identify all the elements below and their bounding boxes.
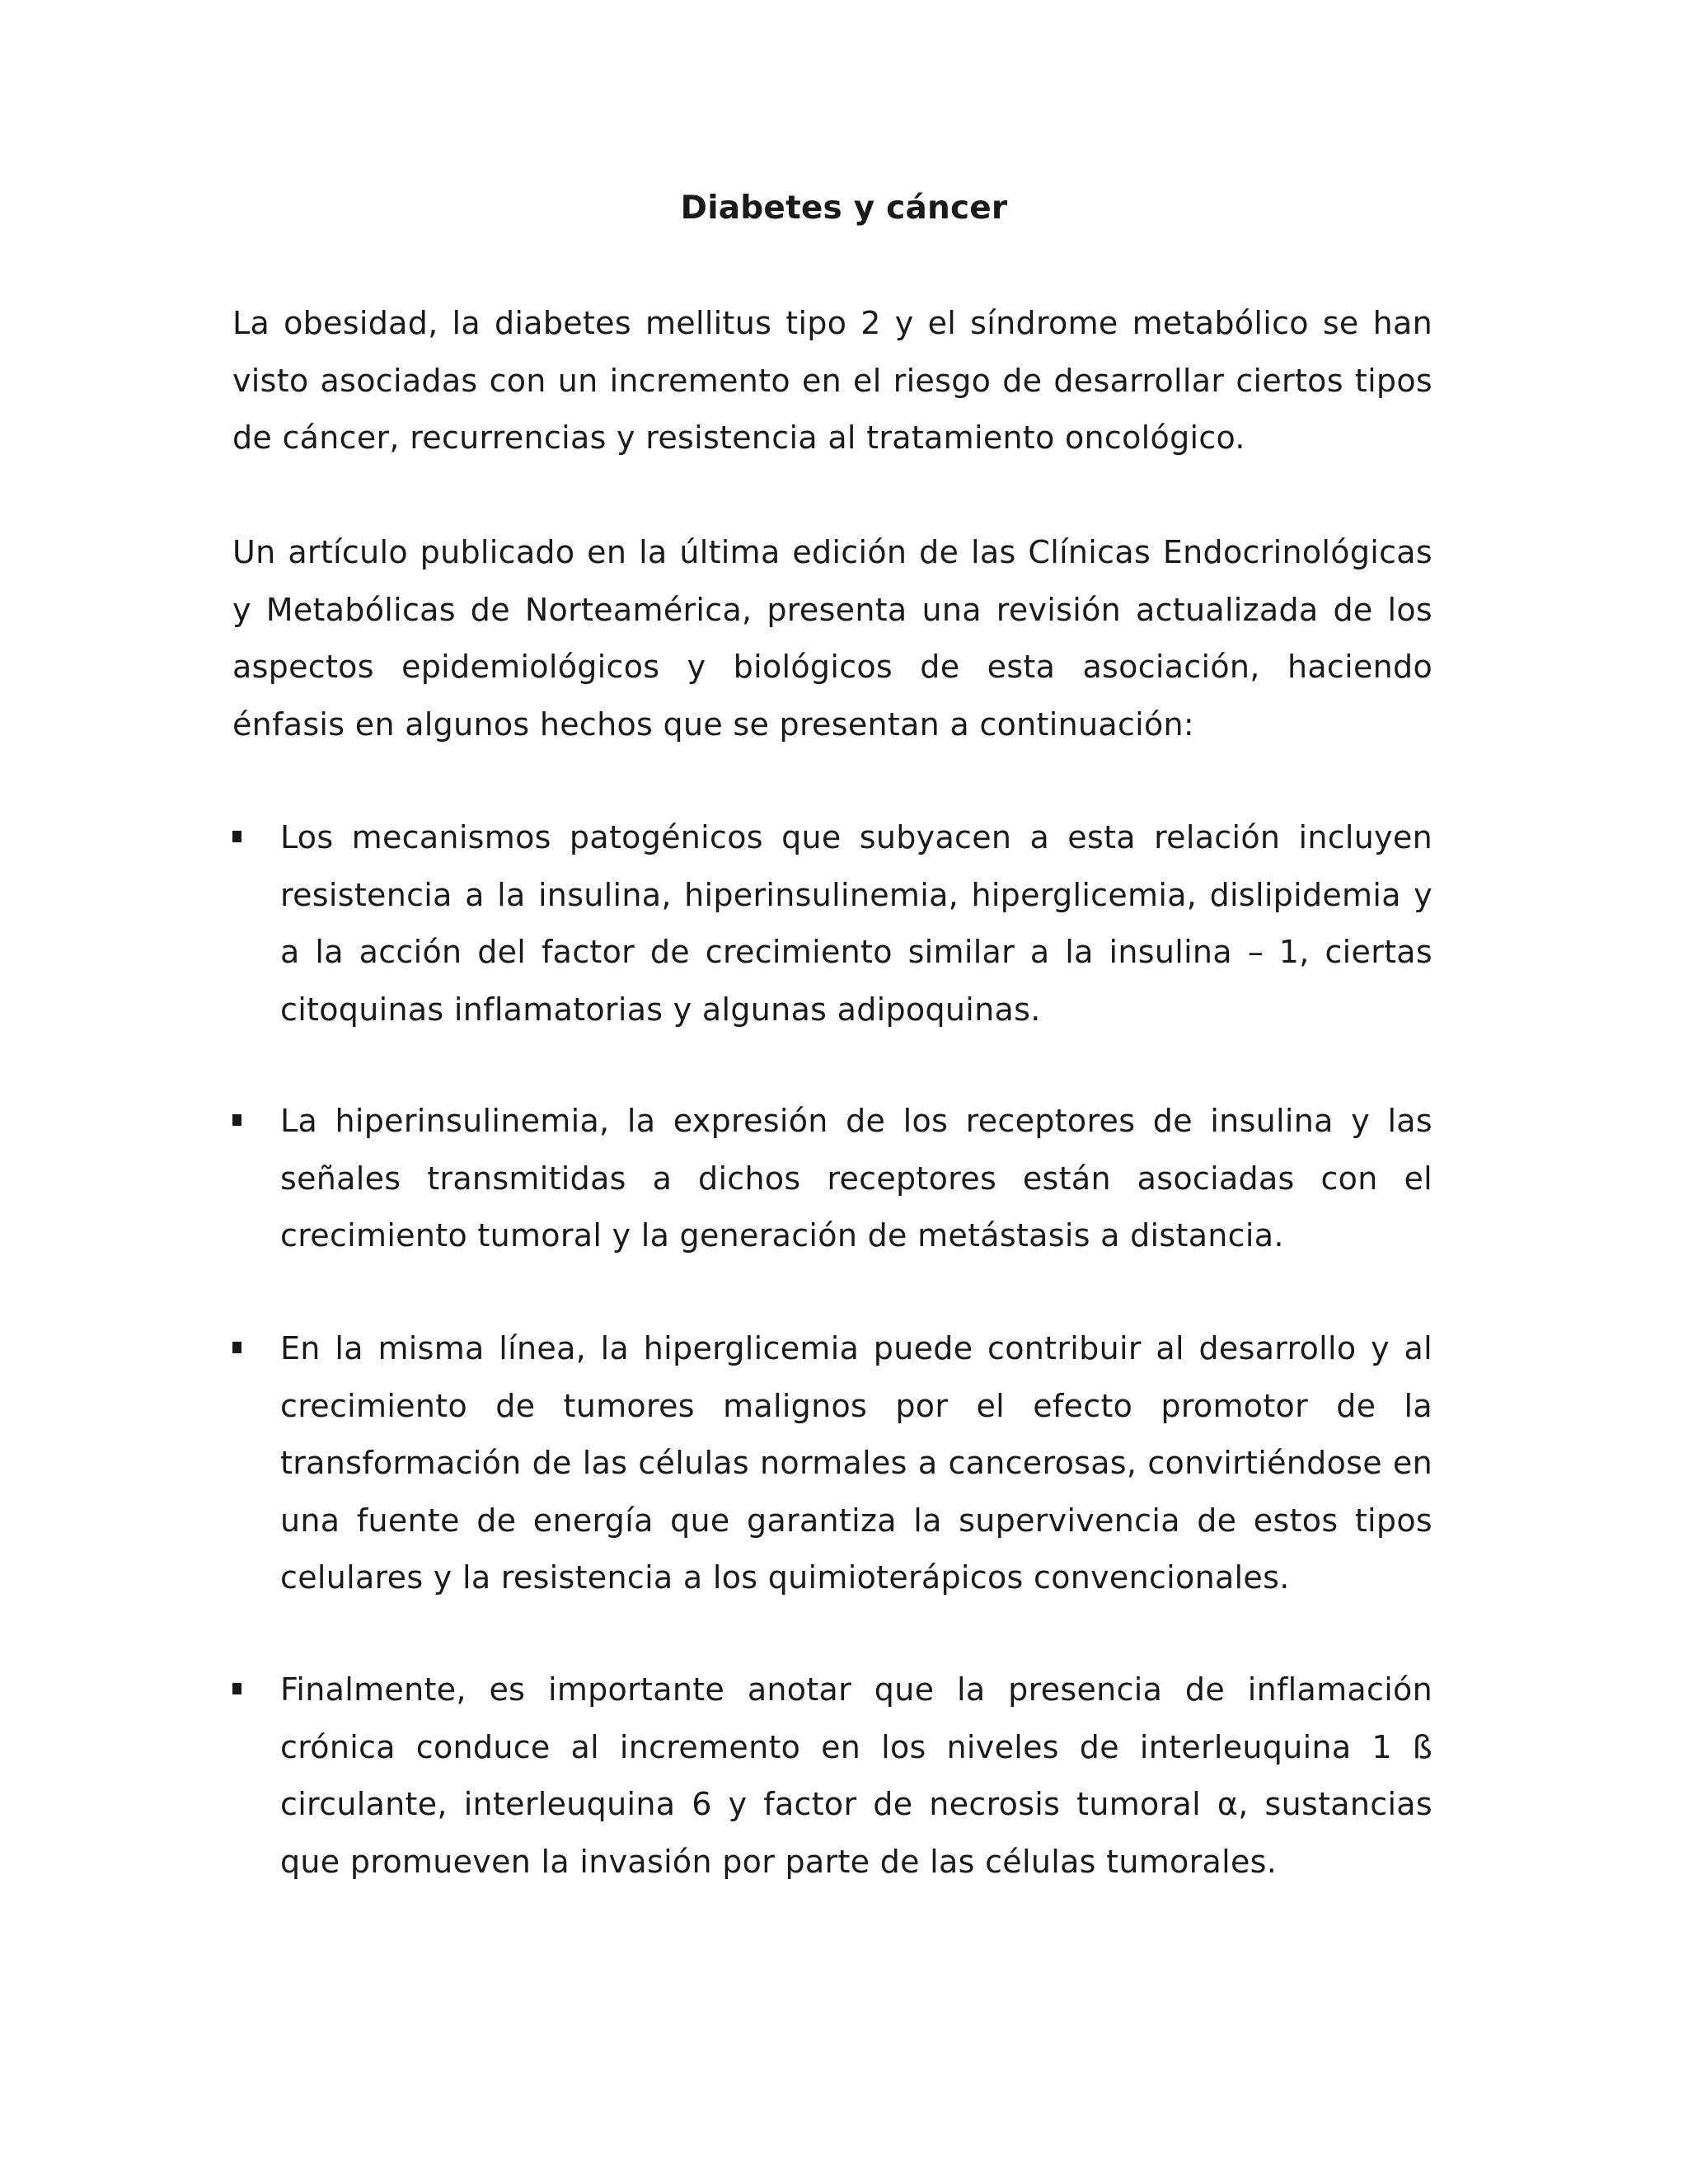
square-bullet-icon (232, 831, 241, 842)
bullet-text: En la misma línea, la hiperglicemia puede contribuir al desarrollo y al crecimiento de tumores malignos por el efecto promotor de la transformación de las células normales a cancerosas, convirtiéndose en una fuente de energía que garantiza la supervivencia de estos tipos celulares y la resistencia a los quimioterápicos convencionales. (280, 1330, 1432, 1596)
square-bullet-icon (232, 1683, 241, 1694)
paragraph-intro: La obesidad, la diabetes mellitus tipo 2 y el síndrome metabólico se han visto asociadas con un incremento en el riesgo de desarrollar ciertos tipos de cáncer, recurrencias y resistencia al tratamiento oncológico. (232, 305, 1432, 456)
square-bullet-icon (232, 1342, 241, 1353)
square-bullet-icon (232, 1114, 241, 1126)
paragraph-article: Un artículo publicado en la última edición de las Clínicas Endocrinológicas y Metabólicas de Norteamérica, presenta una revisión actualizada de los aspectos epidemiológicos y biológicos de esta asociación, haciendo énfasis en algunos hechos que se presentan a continuación: (232, 534, 1432, 743)
document-title: Diabetes y cáncer (680, 190, 1008, 227)
bullet-text: La hiperinsulinemia, la expresión de los receptores de insulina y las señales transmitidas a dichos receptores están asociadas con el crecimiento tumoral y la generación de metástasis a distancia. (280, 1103, 1432, 1254)
bullet-text: Los mecanismos patogénicos que subyacen a esta relación incluyen resistencia a la insulina, hiperinsulinemia, hiperglicemia, dislipidemia y a la acción del factor de crecimiento similar a la insulina – 1, ciertas citoquinas inflamatorias y algunas adipoquinas. (280, 819, 1432, 1028)
bullet-text: Finalmente, es importante anotar que la presencia de inflamación crónica conduce al incremento en los niveles de interleuquina 1 ß circulante, interleuquina 6 y factor de necrosis tumoral α, sustancias que promueven la invasión por parte de las células tumorales. (280, 1671, 1432, 1880)
